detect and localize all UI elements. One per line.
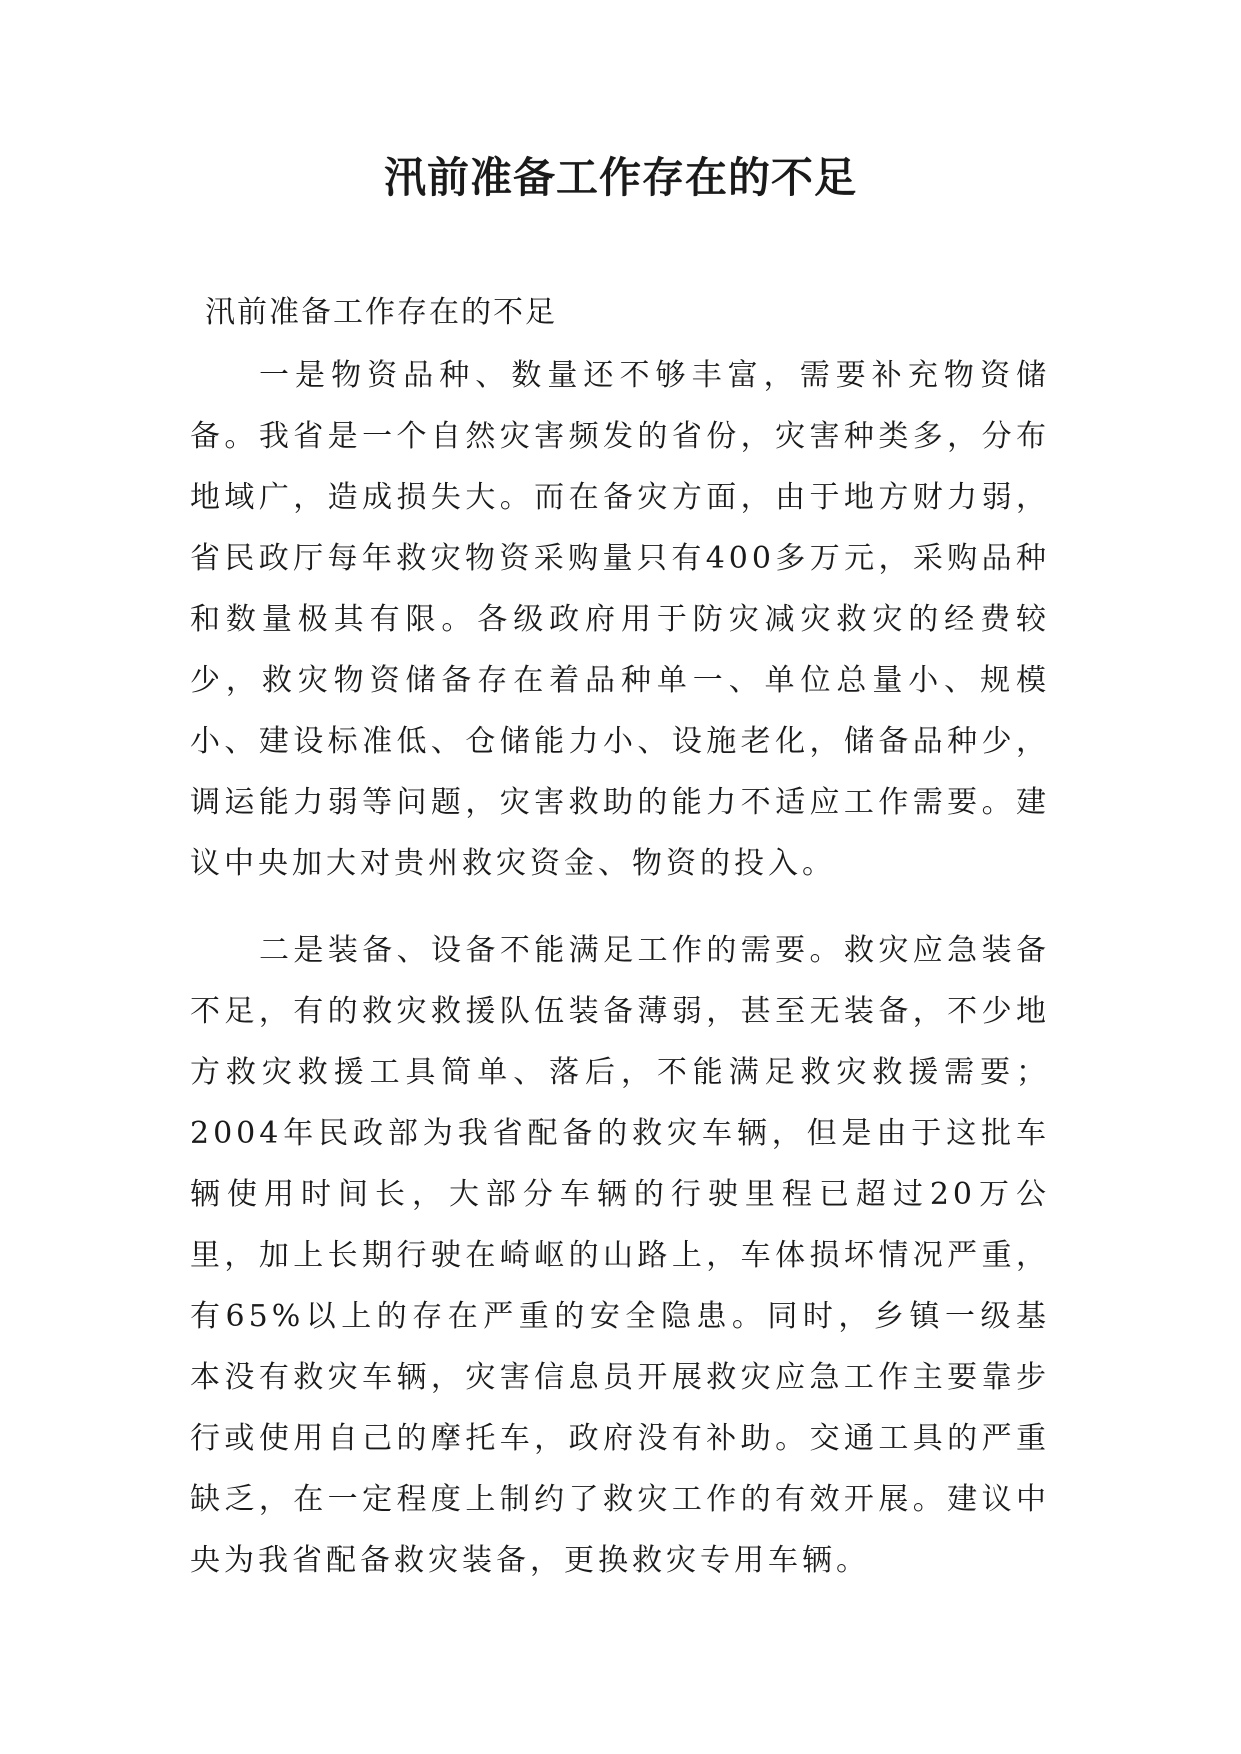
- paragraph-2: 二是装备、设备不能满足工作的需要。救灾应急装备不足，有的救灾救援队伍装备薄弱，甚至无装备，不少地方救灾救援工具简单、落后，不能满足救灾救援需要；2004年民政部为我省配备的救灾车辆，但是由于这批车辆使用时间长，大部分车辆的行驶里程已超过20万公里，加上长期行驶在崎岖的山路上，车体损坏情况严重，有65%以上的存在严重的安全隐患。同时，乡镇一级基本没有救灾车辆，灾害信息员开展救灾应急工作主要靠步行或使用自己的摩托车，政府没有补助。交通工具的严重缺乏，在一定程度上制约了救灾工作的有效开展。建议中央为我省配备救灾装备，更换救灾专用车辆。: [190, 933, 1050, 1578]
- document-title: 汛前准备工作存在的不足: [383, 153, 857, 202]
- document-subtitle: 汛前准备工作存在的不足: [205, 295, 557, 330]
- paragraph-1: 一是物资品种、数量还不够丰富，需要补充物资储备。我省是一个自然灾害频发的省份，灾害种类多，分布地域广，造成损失大。而在备灾方面，由于地方财力弱，省民政厅每年救灾物资采购量只有400多万元，采购品种和数量极其有限。各级政府用于防灾减灾救灾的经费较少，救灾物资储备存在着品种单一、单位总量小、规模小、建设标准低、仓储能力小、设施老化，储备品种少，调运能力弱等问题，灾害救助的能力不适应工作需要。建议中央加大对贵州救灾资金、物资的投入。: [190, 358, 1050, 881]
